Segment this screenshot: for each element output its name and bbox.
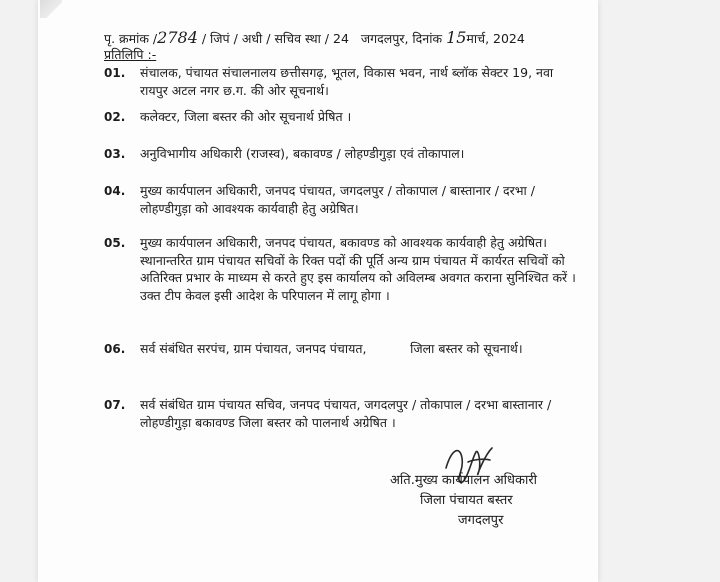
item-number: 07. [104, 398, 126, 412]
item-number: 05. [104, 236, 126, 250]
item-number: 02. [104, 110, 126, 124]
item-number: 04. [104, 184, 126, 198]
item-number: 01. [104, 66, 126, 80]
list-item: अनुविभागीय अधिकारी (राजस्व), बकावण्ड / लोहण्डीगुड़ा एवं तोकापाल। [140, 146, 465, 161]
item-number: 03. [104, 147, 126, 161]
copy-label: प्रतिलिपि :- [104, 47, 157, 62]
signatory-office: जिला पंचायत बस्तर [420, 493, 513, 508]
item-number: 06. [104, 342, 126, 356]
reference-line [104, 30, 584, 47]
list-item: संचालक, पंचायत संचालनालय छत्तीसगढ़, भूतल, विकास भवन, नार्थ ब्लॉक सेक्टर 19, नवा रायपुर अटल नगर छ.ग. की ओर सूचनार्थ। [140, 65, 554, 98]
list-item: मुख्य कार्यपालन अधिकारी, जनपद पंचायत, बकावण्ड को आवश्यक कार्यवाही हेतु अग्रेषित। स्थानान्तरित ग्राम पंचायत सचिवों के रिक्त पदों की पूर्ति अन्य ग्राम पंचायत में कार्यरत सचिवों को अतिरिक्त प्रभार के माध्यम से करते हुए इस कार्यालय को अविलम्ब अवगत कराना सुनिश्चित करें । उक्त टीप केवल इसी आदेश के परिपालन में लागू होगा । [140, 235, 576, 303]
list-item: सर्व संबंधित ग्राम पंचायत सचिव, जनपद पंचायत, जगदलपुर / तोकापाल / दरभा बास्तानार / लोहण्डीगुड़ा बकावण्ड जिला बस्तर को पालनार्थ अग्रेषित । [140, 397, 552, 430]
ref-prefix: पृ. क्रमांक / [104, 31, 158, 46]
ref-rest: / जिपं / अधी / सचिव स्था / 24 [201, 31, 349, 46]
list-item: सर्व संबंधित सरपंच, ग्राम पंचायत, जनपद पंचायत, जिला बस्तर को सूचनार्थ। [140, 341, 523, 356]
place-date-label: जगदलपुर, दिनांक [360, 31, 443, 46]
signatory-place: जगदलपुर [458, 513, 504, 528]
signatory-designation: अति.मुख्य कार्यपालन अधिकारी [390, 473, 538, 488]
list-item: कलेक्टर, जिला बस्तर की ओर सूचनार्थ प्रेषित । [140, 109, 352, 124]
page-fold [40, 0, 62, 18]
date-rest: मार्च, 2024 [466, 31, 525, 46]
list-item: मुख्य कार्यपालन अधिकारी, जनपद पंचायत, जगदलपुर / तोकापाल / बास्तानार / दरभा / लोहण्डीगुड़ा को आवश्यक कार्यवाही हेतु अग्रेषित। [140, 183, 535, 216]
ref-number: 2784 [157, 28, 198, 47]
date-day: 15 [446, 28, 467, 47]
